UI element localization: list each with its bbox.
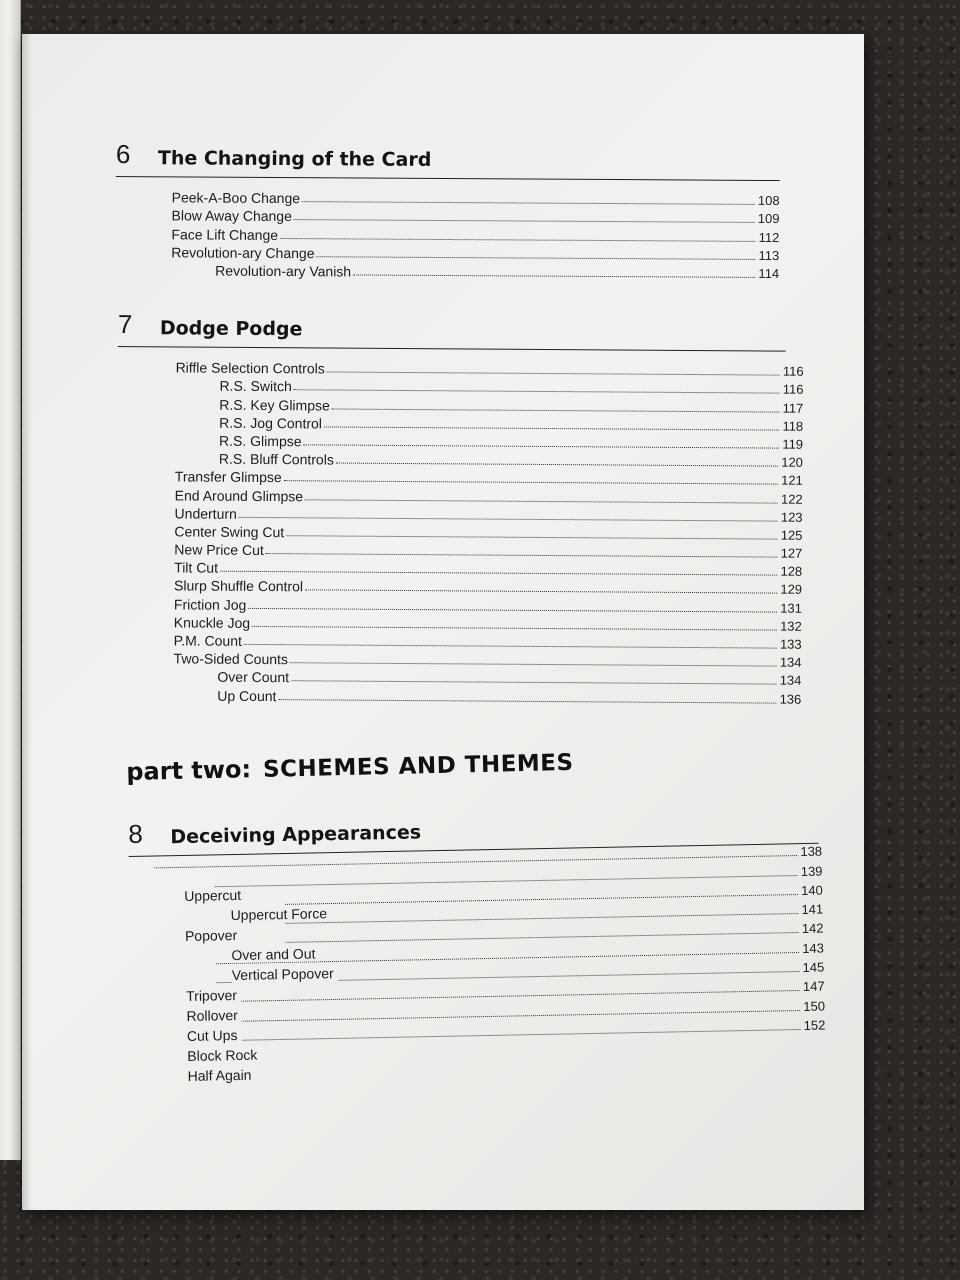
- dot-leader: [244, 643, 777, 649]
- table-of-contents: [22, 34, 864, 1210]
- entry-title: Two-Sided Counts: [173, 650, 289, 668]
- dot-leader: [278, 698, 776, 703]
- entry-title: Vertical Popover: [232, 965, 338, 983]
- entry-page-number: 128: [780, 563, 803, 580]
- book-page: [22, 34, 864, 1210]
- dot-leader: [280, 237, 756, 242]
- dot-leader: [252, 625, 777, 631]
- dot-leader: [291, 680, 777, 685]
- entry-page-number: 134: [779, 654, 802, 670]
- entry-page-number: 136: [779, 691, 802, 707]
- entry-title: Riffle Selection Controls: [175, 359, 325, 377]
- chapter-heading: [116, 140, 780, 181]
- entry-page-number: 129: [780, 582, 803, 598]
- entry-title: Knuckle Jog: [173, 614, 251, 631]
- entry-page-number: 138: [800, 843, 823, 860]
- chapter-heading: [118, 310, 786, 352]
- entry-title: Revolution-ary Change: [171, 244, 315, 261]
- entry-page-number: 117: [782, 400, 804, 416]
- leader-spacer: [126, 1046, 158, 1047]
- entry-title: Over Count: [217, 669, 290, 686]
- entry-page-number: 112: [758, 229, 780, 245]
- part-label: part two:: [126, 755, 252, 786]
- entry-page-number: 116: [782, 382, 804, 398]
- entry-title: R.S. Bluff Controls: [218, 450, 334, 468]
- dot-leader: [248, 607, 777, 613]
- chapter-7-entries: [173, 357, 803, 707]
- part-title: [126, 748, 574, 786]
- entry-page-number: 133: [779, 636, 802, 652]
- entry-title: Half Again: [188, 1067, 256, 1084]
- entry-title: R.S. Glimpse: [219, 432, 302, 450]
- dot-leader: [316, 255, 755, 260]
- chapter-6-entries: [171, 187, 780, 282]
- chapter-number: 8: [127, 818, 144, 849]
- entry-title: R.S. Switch: [219, 378, 292, 395]
- dot-leader: [332, 407, 780, 412]
- entry-page-number: 142: [801, 921, 824, 937]
- entry-page-number: 132: [780, 618, 802, 634]
- entry-page-number: 152: [803, 1017, 826, 1033]
- dot-leader: [336, 462, 778, 467]
- entry-title: New Price Cut: [174, 541, 264, 559]
- entry-page-number: 131: [780, 600, 802, 616]
- entry-title: Friction Jog: [173, 596, 247, 613]
- chapter-title: Dodge Podge: [159, 317, 303, 341]
- entry-page-number: 113: [758, 247, 780, 263]
- entry-page-number: 134: [779, 673, 802, 689]
- entry-page-number: 127: [780, 545, 803, 561]
- chapter-6-section: [115, 140, 780, 282]
- dot-leader: [305, 589, 777, 594]
- entry-page-number: 122: [780, 491, 803, 507]
- entry-page-number: 109: [757, 211, 780, 227]
- chapter-number: 7: [117, 309, 133, 340]
- entry-page-number: 118: [782, 418, 804, 434]
- entry-title: Popover: [185, 927, 241, 944]
- entry-page-number: 147: [802, 978, 825, 995]
- dot-leader: [304, 443, 780, 448]
- chapter-8-labels: [184, 879, 448, 1084]
- entry-page-number: 121: [781, 472, 803, 489]
- entry-title: Cut Ups: [187, 1027, 242, 1044]
- entry-page-number: 123: [780, 509, 803, 525]
- dot-leader: [239, 516, 778, 522]
- entry-page-number: 139: [800, 863, 823, 879]
- entry-title: Up Count: [217, 687, 277, 704]
- entry-title: Face Lift Change: [171, 225, 279, 243]
- entry-page-number: 143: [802, 940, 825, 956]
- entry-title: Block Rock: [187, 1047, 261, 1064]
- entry-page-number: 141: [801, 901, 824, 918]
- entry-page-number: 120: [781, 454, 804, 470]
- entry-title: Transfer Glimpse: [174, 468, 282, 486]
- entry-title: Peek-A-Boo Change: [171, 189, 301, 207]
- dot-leader: [302, 200, 755, 205]
- entry-page-number: 114: [758, 265, 780, 281]
- entry-title: R.S. Key Glimpse: [219, 396, 330, 414]
- entry-page-number: 145: [802, 959, 825, 976]
- dot-leader: [286, 534, 778, 539]
- chapter-title: Deceiving Appearances: [170, 821, 422, 849]
- entry-title: Rollover: [186, 1007, 242, 1024]
- dot-leader: [327, 371, 780, 376]
- part-name: SCHEMES AND THEMES: [262, 749, 574, 783]
- dot-leader: [290, 661, 777, 666]
- dot-leader: [220, 570, 777, 576]
- entry-title: Over and Out: [231, 945, 319, 963]
- entry-title: End Around Glimpse: [174, 486, 304, 504]
- entry-title: Uppercut: [184, 887, 245, 904]
- entry-title: R.S. Jog Control: [219, 414, 322, 432]
- toc-entry: [173, 685, 801, 708]
- entry-title: Underturn: [174, 505, 237, 522]
- facing-page-edge: [0, 0, 21, 1160]
- entry-title: Tilt Cut: [174, 559, 219, 576]
- entry-title: Center Swing Cut: [174, 523, 285, 541]
- dot-leader: [324, 425, 780, 430]
- chapter-7-section: [115, 309, 804, 707]
- dot-leader: [294, 389, 780, 394]
- dot-leader: [353, 273, 755, 277]
- dot-leader: [284, 479, 778, 484]
- entry-page-number: 116: [782, 363, 804, 379]
- dot-leader: [266, 552, 778, 558]
- entry-title: Blow Away Change: [171, 207, 292, 225]
- entry-page-number: 119: [782, 436, 804, 452]
- entry-page-number: 125: [780, 527, 803, 543]
- entry-title: Uppercut Force: [230, 905, 331, 923]
- entry-title: P.M. Count: [173, 632, 242, 649]
- entry-title: Tripover: [186, 987, 241, 1004]
- entry-page-number: 150: [803, 998, 826, 1014]
- entry-page-number: 140: [800, 882, 823, 898]
- entry-page-number: 108: [757, 193, 780, 209]
- entry-title: Revolution-ary Vanish: [215, 262, 352, 280]
- entry-title: Slurp Shuffle Control: [174, 577, 304, 595]
- dot-leader: [305, 498, 778, 503]
- toc-entry: [171, 260, 779, 282]
- toc-entry: [187, 1059, 447, 1084]
- dot-leader: [294, 218, 755, 223]
- chapter-title: The Changing of the Card: [157, 147, 432, 171]
- chapter-number: 6: [115, 139, 131, 170]
